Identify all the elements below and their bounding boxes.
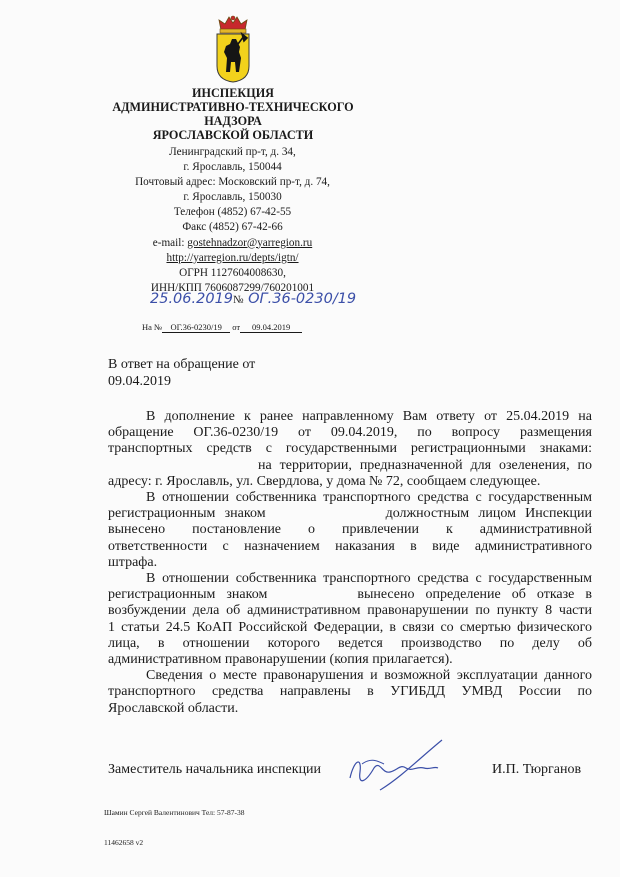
document-id: 11462658 v2 bbox=[104, 838, 144, 847]
handwritten-signature bbox=[340, 738, 450, 798]
org-name-line: АДМИНИСТРАТИВНО-ТЕХНИЧЕСКОГО bbox=[112, 100, 354, 114]
address-line: г. Ярославль, 150044 bbox=[183, 161, 282, 174]
body-line: ответственности с назначением наказания в виде административного bbox=[108, 538, 592, 554]
phone-line: Телефон (4852) 67-42-55 bbox=[173, 206, 292, 219]
handwritten-date: 25.06.2019 bbox=[150, 291, 234, 307]
body-line bbox=[108, 506, 592, 522]
body-line-part: вынесено определение об отказе в bbox=[357, 587, 592, 603]
yaroslavl-coat-of-arms-icon bbox=[211, 14, 255, 84]
body-line: Сведения о месте правонарушения и возможной эксплуатации данного bbox=[146, 668, 592, 684]
handwritten-number: ОГ.36-0230/19 bbox=[248, 291, 357, 307]
email-line bbox=[100, 236, 365, 251]
body-line: на территории, предназначенной для озеленения, по bbox=[258, 457, 592, 473]
ogrn-line: ОГРН 1127604008630, bbox=[179, 266, 286, 279]
organization-name bbox=[88, 86, 378, 142]
body-line-part: должностным лицом Инспекции bbox=[385, 506, 592, 522]
body-line: В дополнение к ранее направленному Вам ответу от 25.04.2019 на bbox=[146, 409, 592, 424]
paragraph-2 bbox=[108, 490, 592, 571]
paragraph-3 bbox=[108, 571, 592, 668]
body-line-part: регистрационным знаком bbox=[108, 506, 266, 522]
website-link[interactable]: http://yarregion.ru/depts/igtn/ bbox=[166, 251, 299, 264]
subject-line: В ответ на обращение от bbox=[108, 357, 256, 372]
body-line: транспортного средства направлены в УГИБДД УМВД России по bbox=[108, 684, 592, 700]
email-link[interactable]: gostehnadzor@yarregion.ru bbox=[187, 236, 313, 249]
address-line: Ленинградский пр-т, д. 34, bbox=[169, 146, 296, 158]
number-sign: № bbox=[233, 294, 244, 306]
signatory-role: Заместитель начальника инспекции bbox=[108, 762, 322, 777]
fax-line: Факс (4852) 67-42-66 bbox=[182, 221, 283, 234]
handwritten-registration bbox=[150, 291, 380, 313]
subject-line: 09.04.2019 bbox=[108, 374, 171, 389]
executor-info: Шамин Сергей Валентинович Тел: 57-87-38 bbox=[104, 808, 245, 817]
body-line: возбуждении дела об административном правонарушении по пункту 8 части bbox=[108, 603, 592, 619]
postal-address-line: г. Ярославль, 150030 bbox=[183, 191, 282, 204]
ref-from: от bbox=[232, 322, 241, 332]
email-label: e-mail: bbox=[152, 236, 188, 249]
contact-block bbox=[100, 145, 365, 296]
postal-address-line: Почтовый адрес: Московский пр-т, д. 74, bbox=[135, 176, 330, 189]
signatory-name: И.П. Тюрганов bbox=[492, 762, 582, 777]
body-line: В отношении собственника транспортного средства с государственным bbox=[146, 571, 592, 587]
body-line: административном правонарушении (копия прилагается). bbox=[108, 652, 453, 668]
body-line: обращение ОГ.36-0230/19 от 09.04.2019, по вопросу размещения bbox=[108, 425, 592, 441]
body-line: адресу: г. Ярославль, ул. Свердлова, у дома № 72, сообщаем следующее. bbox=[108, 473, 541, 489]
org-name-line: НАДЗОРА bbox=[204, 114, 262, 128]
ref-date: 09.04.2019 bbox=[240, 322, 302, 333]
letter-body bbox=[108, 409, 592, 717]
body-line bbox=[108, 587, 592, 603]
body-line: 1 статьи 24.5 КоАП Российской Федерации, в связи со смертью физического bbox=[108, 619, 592, 635]
body-line: Ярославской области. bbox=[108, 700, 239, 716]
body-line: транспортных средств с государственными регистрационными знаками: bbox=[108, 441, 592, 457]
body-line: В отношении собственника транспортного средства с государственным bbox=[146, 490, 592, 506]
body-line-part: регистрационным знаком bbox=[108, 587, 268, 603]
org-name-line: ЯРОСЛАВСКОЙ ОБЛАСТИ bbox=[152, 128, 314, 142]
body-line: штрафа. bbox=[108, 554, 158, 570]
ref-number: ОГ.36-0230/19 bbox=[162, 322, 230, 333]
ref-prefix: На № bbox=[142, 322, 163, 332]
body-line: лица, в отношении которого ведется производство по делу об bbox=[108, 635, 592, 651]
paragraph-4 bbox=[108, 668, 592, 717]
subject-block bbox=[108, 356, 255, 390]
inn-kpp-line: ИНН/КПП 7606087299/760201001 bbox=[150, 281, 315, 294]
org-name-line: ИНСПЕКЦИЯ bbox=[192, 86, 274, 100]
reference-line bbox=[142, 322, 302, 333]
body-line: вынесено постановление о привлечении к административной bbox=[108, 522, 592, 538]
paragraph-1 bbox=[108, 409, 592, 490]
